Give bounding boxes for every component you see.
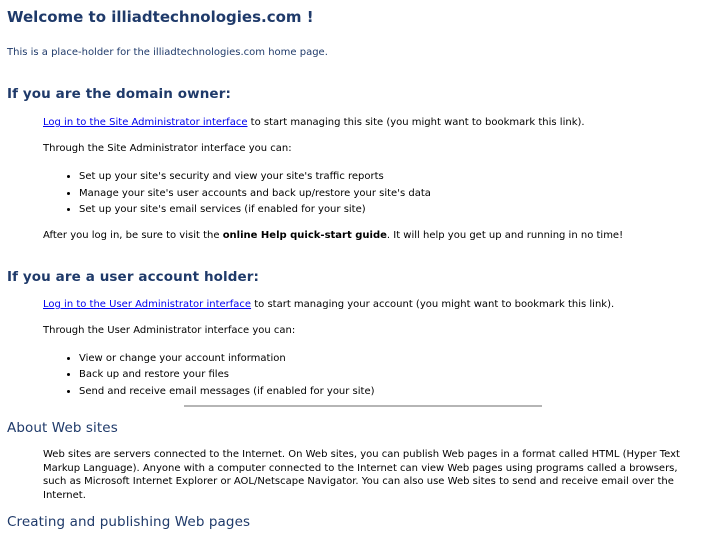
owner-heading: If you are the domain owner:	[7, 86, 231, 102]
about-heading: About Web sites	[7, 420, 118, 436]
list-item: • Manage your site's user accounts and back up/restore your site's data	[79, 186, 727, 203]
owner-feature-list	[43, 169, 727, 219]
after-login-post: . It will help you get up and running in no time!	[386, 229, 624, 241]
user-login-paragraph	[43, 298, 727, 311]
owner-section	[43, 116, 727, 242]
user-heading: If you are a user account holder:	[7, 268, 260, 285]
user-admin-login-link[interactable]: Log in to the User Administrator interface	[43, 298, 252, 310]
list-item: • Send and receive email messages (if enabled for your site)	[79, 384, 727, 401]
section-divider	[184, 405, 542, 407]
about-body: Web sites are servers connected to the Internet. On Web sites, you can publish Web pages in a format called HTML (Hyper Text Markup Language). Anyone with a computer connected to the Internet can view Web pages using programs called a browsers, such as Microsoft Internet Explorer or AOL/Netscape Navigator. You can also use Web sites to send and receive email over the Internet.	[43, 449, 680, 501]
owner-after-login-text	[43, 229, 727, 242]
site-admin-login-link[interactable]: Log in to the Site Administrator interface	[43, 117, 248, 128]
user-section	[43, 298, 727, 401]
list-item: • Set up your site's email services (if enabled for your site)	[79, 202, 727, 219]
page-title: Welcome to illiadtechnologies.com !	[7, 8, 314, 26]
intro-text: This is a place-holder for the illiadtechnologies.com home page.	[7, 47, 328, 58]
user-through-text: Through the User Administrator interface you can:	[43, 324, 296, 336]
owner-through-text: Through the Site Administrator interface you can:	[43, 143, 292, 154]
owner-login-paragraph	[43, 116, 727, 129]
list-item: • View or change your account information	[79, 351, 727, 368]
after-login-pre: After you log in, be sure to visit the	[43, 229, 223, 241]
list-item: • Back up and restore your files	[79, 367, 727, 384]
user-feature-list	[43, 351, 727, 401]
creating-heading: Creating and publishing Web pages	[7, 514, 251, 530]
owner-login-rest: to start managing this site (you might want to bookmark this link).	[247, 117, 585, 128]
list-item: • Set up your site's security and view your site's traffic reports	[79, 169, 727, 186]
user-login-rest: to start managing your account (you might want to bookmark this link).	[251, 298, 615, 310]
help-guide-label: online Help quick-start guide	[222, 229, 387, 241]
